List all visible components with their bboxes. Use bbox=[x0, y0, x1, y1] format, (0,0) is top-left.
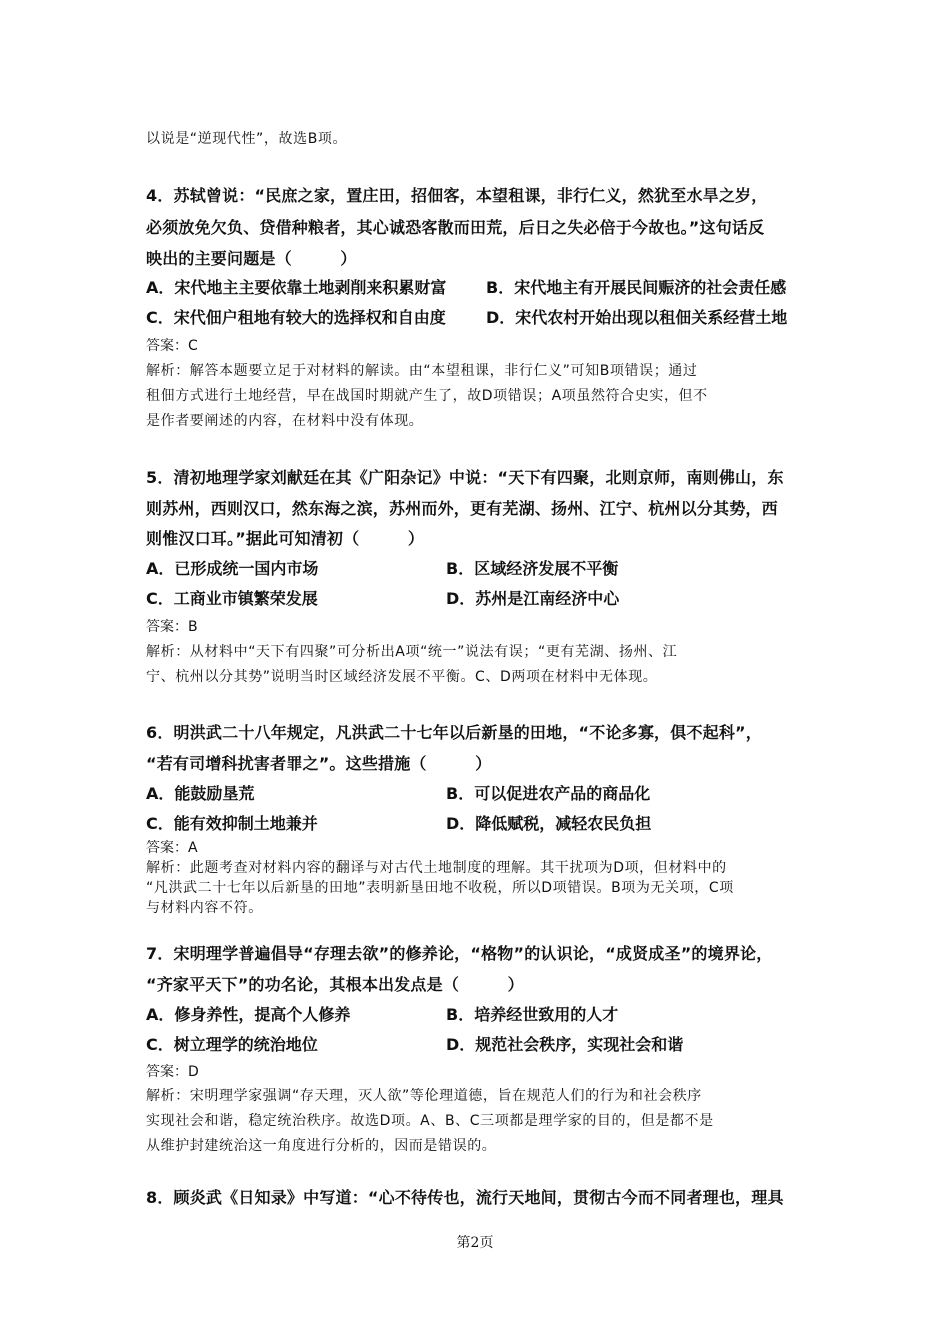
q4-explanation-line-1: 解析：解答本题要立足于对材料的解读。由“本望租课，非行仁义”可知B项错误；通过 bbox=[146, 363, 698, 379]
q5-stem-line-1: 5．清初地理学家刘献廷在其《广阳杂记》中说：“天下有四聚，北则京师，南则佛山，东 bbox=[146, 468, 784, 487]
q6-option-a: A．能鼓励垦荒 bbox=[146, 784, 255, 803]
q7-answer: 答案：D bbox=[146, 1064, 199, 1080]
q6-option-b: B．可以促进农产品的商品化 bbox=[446, 784, 651, 803]
q7-explanation-line-3: 从维护封建统治这一角度进行分析的，因而是错误的。 bbox=[146, 1138, 497, 1154]
q4-answer: 答案：C bbox=[146, 338, 198, 354]
q4-stem-line-1: 4．苏轼曾说：“民庶之家，置庄田，招佃客，本望租课，非行仁义，然犹至水旱之岁， bbox=[146, 186, 768, 205]
q6-stem-line-2: “若有司增科扰害者罪之”。这些措施（ ） bbox=[146, 754, 492, 773]
q4-option-a: A．宋代地主主要依靠土地剥削来积累财富 bbox=[146, 278, 447, 297]
q4-stem-line-3: 映出的主要问题是（ ） bbox=[146, 249, 357, 268]
q5-explanation-line-2: 宁、杭州以分其势”说明当时区域经济发展不平衡。C、D两项在材料中无体现。 bbox=[146, 669, 658, 685]
q4-stem-line-2: 必须放免欠负、贷借种粮者，其心诚恐客散而田荒，后日之失必倍于今故也。”这句话反 bbox=[146, 218, 765, 237]
q7-option-b: B．培养经世致用的人才 bbox=[446, 1005, 619, 1024]
q6-explanation-line-2: “凡洪武二十七年以后新垦的田地”表明新垦田地不收税，所以D项错误。B项为无关项，C项 bbox=[146, 880, 734, 896]
q5-explanation-line-1: 解析：从材料中“天下有四聚”可分析出A项“统一”说法有误；“更有芜湖、扬州、江 bbox=[146, 644, 678, 660]
page-number: 第2页 bbox=[456, 1235, 494, 1251]
q5-answer: 答案：B bbox=[146, 619, 198, 635]
q4-option-b: B．宋代地主有开展民间赈济的社会责任感 bbox=[486, 278, 787, 297]
q6-explanation-line-1: 解析：此题考查对材料内容的翻译与对古代土地制度的理解。其干扰项为D项，但材料中的 bbox=[146, 860, 727, 876]
q4-explanation-line-3: 是作者要阐述的内容，在材料中没有体现。 bbox=[146, 413, 424, 429]
q5-option-b: B．区域经济发展不平衡 bbox=[446, 559, 619, 578]
q5-option-d: D．苏州是江南经济中心 bbox=[446, 589, 620, 608]
q8-stem-line-1: 8．顾炎武《日知录》中写道：“心不待传也，流行天地间，贯彻古今而不同者理也，理具 bbox=[146, 1188, 784, 1207]
q6-option-c: C．能有效抑制土地兼并 bbox=[146, 814, 318, 833]
q7-option-c: C．树立理学的统治地位 bbox=[146, 1035, 318, 1054]
q4-option-d: D．宋代农村开始出现以租佃关系经营土地 bbox=[486, 308, 788, 327]
q6-answer: 答案：A bbox=[146, 840, 198, 856]
q5-stem-line-3: 则惟汉口耳。”据此可知清初（ ） bbox=[146, 529, 425, 548]
q7-explanation-line-2: 实现社会和谐，稳定统治秩序。故选D项。A、B、C三项都是理学家的目的，但是都不是 bbox=[146, 1113, 714, 1129]
q5-stem-line-2: 则苏州，西则汉口，然东海之滨，苏州而外，更有芜湖、扬州、江宁、杭州以分其势，西 bbox=[146, 499, 778, 518]
q6-explanation-line-3: 与材料内容不符。 bbox=[146, 900, 263, 916]
q7-stem-line-1: 7．宋明理学普遍倡导“存理去欲”的修养论，“格物”的认识论，“成贤成圣”的境界论， bbox=[146, 944, 773, 963]
q6-stem-line-1: 6．明洪武二十八年规定，凡洪武二十七年以后新垦的田地，“不论多寡，俱不起科”， bbox=[146, 723, 762, 742]
q7-option-d: D．规范社会秩序，实现社会和谐 bbox=[446, 1035, 684, 1054]
q6-option-d: D．降低赋税，减轻农民负担 bbox=[446, 814, 652, 833]
q7-option-a: A．修身养性，提高个人修养 bbox=[146, 1005, 351, 1024]
previous-explanation-tail: 以说是“逆现代性”，故选B项。 bbox=[146, 131, 348, 147]
q4-explanation-line-2: 租佃方式进行土地经营，早在战国时期就产生了，故D项错误；A项虽然符合史实，但不 bbox=[146, 388, 708, 404]
q7-explanation-line-1: 解析：宋明理学家强调“存天理，灭人欲”等伦理道德，旨在规范人们的行为和社会秩序 bbox=[146, 1088, 702, 1104]
q5-option-c: C．工商业市镇繁荣发展 bbox=[146, 589, 318, 608]
q7-stem-line-2: “齐家平天下”的功名论，其根本出发点是（ ） bbox=[146, 975, 524, 994]
q5-option-a: A．已形成统一国内市场 bbox=[146, 559, 319, 578]
q4-option-c: C．宋代佃户租地有较大的选择权和自由度 bbox=[146, 308, 446, 327]
